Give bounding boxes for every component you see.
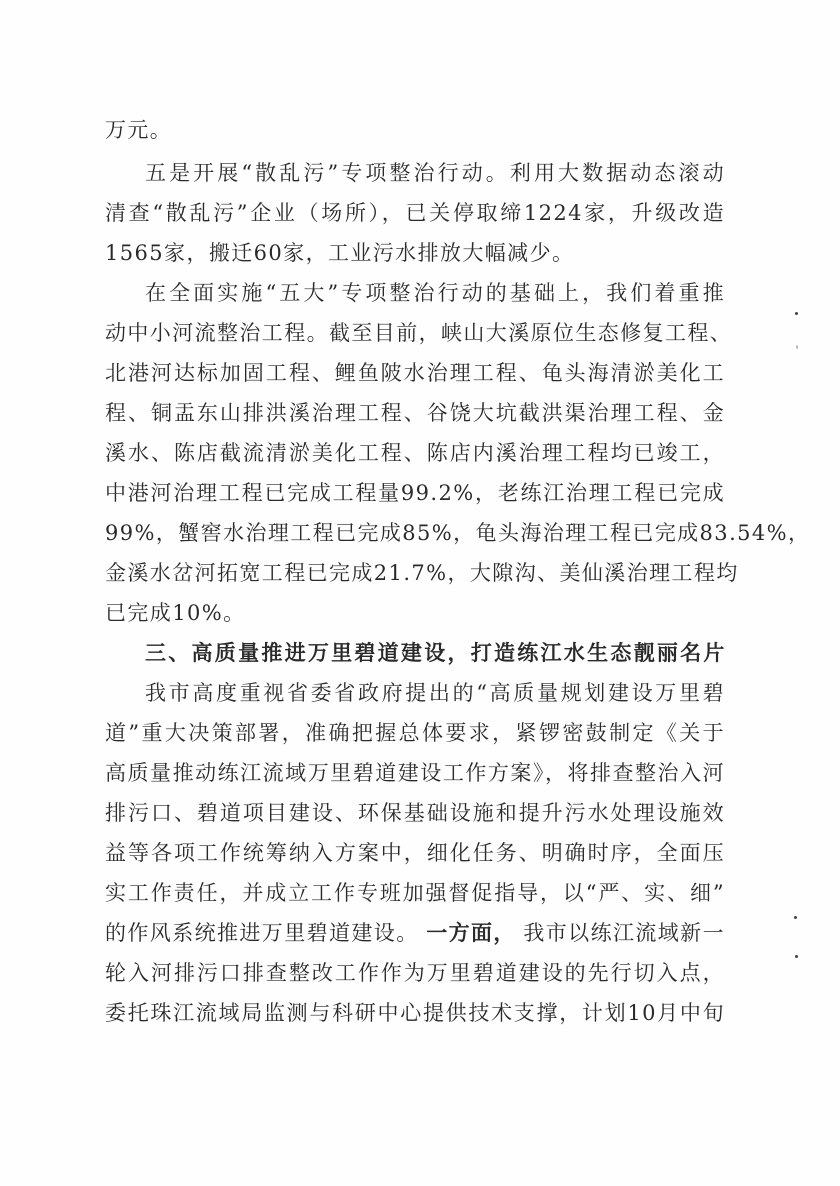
paragraph-line: 已完成10%。 (105, 601, 246, 625)
paragraph-line: 我市高度重视省委省政府提出的“高质量规划建设万里碧 (145, 681, 725, 705)
paragraph-line: 实工作责任，并成立工作专班加强督促指导，以“严、实、细” (105, 881, 725, 905)
emphasis-text: 一方面， (426, 921, 516, 945)
line-text: 的作风系统推进万里碧道建设。 (105, 921, 419, 945)
paragraph-line: 程、铜盂东山排洪溪治理工程、谷饶大坑截洪渠治理工程、金 (105, 401, 725, 425)
paragraph-line: 溪水、陈店截流清淤美化工程、陈店内溪治理工程均已竣工， (105, 441, 725, 465)
paragraph-line: 万元。 (105, 118, 173, 142)
scan-speck (795, 312, 798, 315)
paragraph-line: 益等各项工作统筹纳入方案中，细化任务、明确时序，全面压 (105, 841, 725, 865)
paragraph-line: 轮入河排污口排查整改工作作为万里碧道建设的先行切入点， (105, 961, 725, 985)
paragraph-line: 99%，蟹窖水治理工程已完成85%，龟头海治理工程已完成83.54%， (105, 521, 811, 545)
paragraph-line: 动中小河流整治工程。截至目前，峡山大溪原位生态修复工程、 (105, 321, 733, 345)
paragraph-line: 清查“散乱污”企业（场所），已关停取缔1224家，升级改造 (105, 201, 725, 225)
paragraph-line: 五是开展“散乱污”专项整治行动。利用大数据动态滚动 (145, 161, 725, 185)
scan-speck (796, 345, 798, 349)
scan-speck (794, 916, 797, 919)
paragraph-line: 1565家，搬迁60家，工业污水排放大幅减少。 (105, 241, 575, 265)
paragraph-line-mixed (105, 918, 725, 948)
section-heading: 三、高质量推进万里碧道建设，打造练江水生态靓丽名片 (145, 641, 725, 665)
paragraph-line: 中港河治理工程已完成工程量99.2%，老练江治理工程已完成 (105, 481, 725, 505)
line-text: 我市以练江流域新一 (523, 921, 725, 945)
scan-speck (795, 955, 798, 958)
paragraph-line: 金溪水岔河拓宽工程已完成21.7%，大隙沟、美仙溪治理工程均 (105, 561, 739, 585)
paragraph-line: 北港河达标加固工程、鲤鱼陂水治理工程、龟头海清淤美化工 (105, 361, 725, 385)
paragraph-line: 在全面实施“五大”专项整治行动的基础上，我们着重推 (145, 281, 725, 305)
paragraph-line: 高质量推动练江流域万里碧道建设工作方案》，将排查整治入河 (105, 761, 725, 785)
paragraph-line: 道”重大决策部署，准确把握总体要求，紧锣密鼓制定《关于 (105, 721, 725, 745)
paragraph-line: 排污口、碧道项目建设、环保基础设施和提升污水处理设施效 (105, 801, 725, 825)
paragraph-line: 委托珠江流域局监测与科研中心提供技术支撑，计划10月中旬 (105, 1001, 725, 1025)
